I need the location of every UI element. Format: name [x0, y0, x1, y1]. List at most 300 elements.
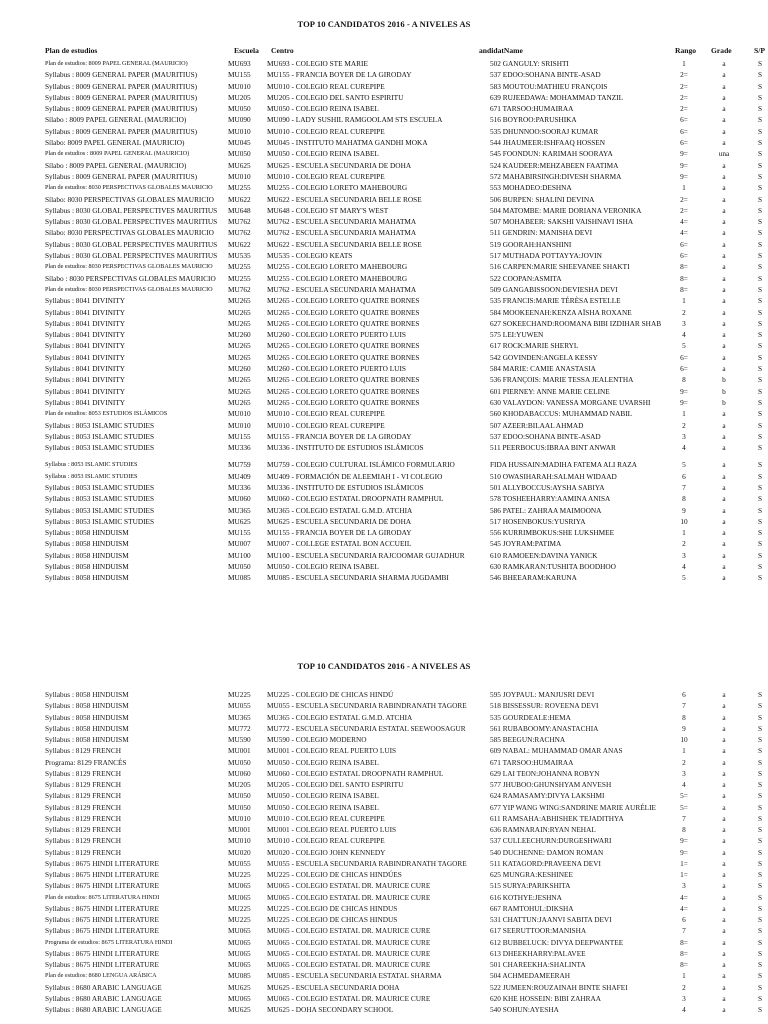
- cell-candidate: 578 TOSHEEHARRY:AAMINA ANISA: [490, 494, 611, 504]
- table-row: [0, 790, 768, 801]
- cell-plan: Syllabus : 8009 GENERAL PAPER (MAURITIUS): [45, 104, 198, 114]
- cell-candidate: 584 MOOKEENAH:KENZA AÏSHA ROXANE: [490, 307, 632, 317]
- header-plan: Plan de estudios: [45, 46, 98, 55]
- cell-sp: S: [758, 757, 763, 767]
- cell-sp: S: [758, 149, 763, 159]
- cell-grado: a: [722, 813, 726, 823]
- cell-grado: a: [722, 171, 726, 181]
- cell-sp: S: [758, 284, 763, 294]
- cell-rango: 2=: [680, 194, 688, 204]
- cell-rango: 8: [682, 825, 686, 834]
- cell-candidate: 671 TARSOO:HUMAIRAA: [490, 757, 574, 767]
- cell-escuela: MU260: [228, 364, 251, 374]
- table-row: [0, 126, 768, 137]
- results-table-1: [0, 58, 768, 584]
- cell-escuela: MU535: [228, 251, 251, 261]
- cell-grado: a: [722, 228, 726, 238]
- cell-centro: MU007 - COLLEGE ESTATAL BON ACCUEIL: [267, 539, 412, 549]
- cell-grado: a: [722, 160, 726, 170]
- cell-grado: a: [722, 825, 726, 834]
- cell-plan: Syllabus : 8053 ISLAMIC STUDIES: [45, 461, 138, 469]
- table-row: [0, 386, 768, 397]
- cell-plan: Syllabus : 8041 DIVINITY: [45, 352, 126, 362]
- cell-plan: Plan de estudios: 8030 PERSPECTIVAS GLOBALES MAURICIO: [45, 285, 213, 293]
- cell-rango: 1: [682, 183, 686, 193]
- table-row: [0, 538, 768, 549]
- cell-centro: MU050 - COLEGIO REINA ISABEL: [267, 562, 379, 572]
- table-row: [0, 81, 768, 92]
- cell-centro: MU260 - COLEGIO LORETO PUERTO LUIS: [267, 364, 406, 374]
- table-row: [0, 835, 768, 846]
- cell-candidate: 639 RUJEEDAWA: MOHAMMAD TANZIL: [490, 92, 624, 102]
- cell-grado: a: [722, 70, 726, 80]
- cell-candidate: 537 EDOO:SOHANA BINTE-ASAD: [490, 70, 601, 80]
- cell-sp: S: [758, 858, 763, 868]
- table-row: [0, 880, 768, 891]
- cell-centro: MU010 - COLEGIO REAL CUREPIPE: [267, 126, 385, 136]
- cell-centro: MU055 - ESCUELA SECUNDARIA RABINDRANATH TAGORE: [267, 701, 467, 711]
- table-row: [0, 216, 768, 227]
- cell-centro: MU065 - COLEGIO ESTATAL DR. MAURICE CURE: [267, 993, 431, 1003]
- cell-centro: MU759 - COLEGIO CULTURAL ISLÁMICO FORMULARIO: [267, 460, 455, 470]
- table-row: [0, 420, 768, 431]
- table-row: [0, 352, 768, 363]
- cell-rango: 5=: [680, 791, 688, 801]
- cell-plan: Syllabus : 8058 HINDUISM: [45, 562, 129, 572]
- cell-centro: MU090 - LADY SUSHIL RAMGOOLAM STS ESCUELA: [267, 115, 443, 125]
- cell-centro: MU265 - COLEGIO LORETO QUATRE BORNES: [267, 307, 420, 317]
- cell-escuela: MU010: [228, 409, 251, 419]
- cell-rango: 1: [682, 409, 686, 419]
- cell-centro: MU625 - ESCUELA SECUNDARIA DOHA: [267, 982, 400, 992]
- cell-candidate: 629 LAI TEON:JOHANNA ROBYN: [490, 768, 600, 778]
- table-row: [0, 937, 768, 948]
- cell-plan: Sílabo: 8009 PAPEL GENERAL (MAURICIO): [45, 138, 185, 148]
- cell-grado: a: [722, 1005, 726, 1014]
- cell-sp: S: [758, 205, 763, 215]
- cell-escuela: MU762: [228, 217, 251, 227]
- cell-rango: 6=: [680, 364, 688, 374]
- cell-rango: 8: [682, 494, 686, 504]
- cell-plan: Sílabo: 8030 PERSPECTIVAS GLOBALES MAURICIO: [45, 194, 214, 204]
- cell-rango: 9: [682, 505, 686, 515]
- cell-centro: MU336 - INSTITUTO DE ESTUDIOS ISLÁMICOS: [267, 482, 424, 492]
- cell-grado: a: [722, 341, 726, 351]
- cell-escuela: MU100: [228, 550, 251, 560]
- cell-centro: MU625 - ESCUELA SECUNDARIA DE DOHA: [267, 516, 412, 526]
- cell-rango: 7: [682, 813, 686, 823]
- cell-plan: Syllabus : 8041 DIVINITY: [45, 364, 126, 374]
- cell-candidate: 586 PATEL: ZAHRAA MAIMOONA: [490, 505, 602, 515]
- cell-plan: Syllabus : 8053 ISLAMIC STUDIES: [45, 443, 155, 453]
- cell-plan: Syllabus : 8129 FRENCH: [45, 836, 122, 846]
- cell-sp: S: [758, 115, 763, 125]
- cell-escuela: MU065: [228, 993, 251, 1003]
- table-row: [0, 471, 768, 482]
- cell-plan: Syllabus : 8129 FRENCH: [45, 847, 122, 857]
- header-grado: Grade: [711, 46, 732, 55]
- cell-candidate: 624 RAMASAMY:DIVYA LAKSHMI: [490, 791, 605, 801]
- cell-centro: MU050 - COLEGIO REINA ISABEL: [267, 149, 379, 159]
- cell-grado: a: [722, 948, 726, 958]
- table-row: [0, 205, 768, 216]
- cell-escuela: MU060: [228, 494, 251, 504]
- cell-plan: Syllabus : 8009 GENERAL PAPER (MAURITIUS): [45, 81, 198, 91]
- cell-rango: 4: [682, 1005, 686, 1014]
- cell-escuela: MU055: [228, 858, 251, 868]
- cell-escuela: MU010: [228, 420, 251, 430]
- cell-candidate: 630 VALAYDON: VANESSA MORGANE UVARSHI: [490, 397, 651, 407]
- cell-candidate: 583 MOUTOU:MATHIEU FRANÇOIS: [490, 81, 608, 91]
- cell-plan: Syllabus : 8041 DIVINITY: [45, 330, 126, 340]
- cell-escuela: MU050: [228, 149, 251, 159]
- table-row: [0, 847, 768, 858]
- cell-rango: 8=: [680, 948, 688, 958]
- cell-centro: MU155 - FRANCIA BOYER DE LA GIRODAY: [267, 431, 412, 441]
- cell-plan: Syllabus : 8053 ISLAMIC STUDIES: [45, 482, 155, 492]
- cell-escuela: MU090: [228, 115, 251, 125]
- cell-escuela: MU007: [228, 539, 251, 549]
- cell-escuela: MU265: [228, 341, 251, 351]
- cell-centro: MU085 - ESCUELA SECUNDARIA ESTATAL SHARMA: [267, 971, 442, 981]
- cell-grado: a: [722, 757, 726, 767]
- cell-rango: 9=: [680, 397, 688, 407]
- cell-sp: S: [758, 443, 763, 453]
- cell-centro: MU265 - COLEGIO LORETO QUATRE BORNES: [267, 352, 420, 362]
- cell-centro: MU225 - COLEGIO DE CHICAS HINDUS: [267, 903, 398, 913]
- cell-rango: 6: [682, 915, 686, 924]
- page-title-2: TOP 10 CANDIDATOS 2016 - A NIVELES AS: [297, 661, 471, 671]
- cell-candidate: 610 RAMOEEN:DAVINA YANICK: [490, 550, 598, 560]
- table-row: [0, 171, 768, 182]
- cell-sp: S: [758, 723, 763, 733]
- cell-plan: Syllabus : 8675 HINDI LITERATURE: [45, 858, 159, 868]
- cell-plan: Syllabus : 8058 HINDUISM: [45, 712, 129, 722]
- cell-centro: MU010 - COLEGIO REAL CUREPIPE: [267, 171, 385, 181]
- cell-centro: MU622 - ESCUELA SECUNDARIA BELLE ROSE: [267, 239, 422, 249]
- table-row: [0, 307, 768, 318]
- cell-sp: S: [758, 460, 763, 470]
- cell-candidate: 630 RAMKARAN:TUSHITA BOODHOO: [490, 562, 616, 572]
- cell-rango: 10: [680, 735, 688, 744]
- cell-rango: 6=: [680, 239, 688, 249]
- cell-grado: a: [722, 746, 726, 756]
- cell-candidate: 677 YIP WANG WING:SANDRINE MARIE AURÉLIE: [490, 802, 656, 812]
- cell-escuela: MU255: [228, 183, 251, 193]
- cell-sp: S: [758, 791, 763, 801]
- cell-sp: S: [758, 307, 763, 317]
- cell-plan: Syllabus : 8009 GENERAL PAPER (MAURITIUS): [45, 126, 198, 136]
- table-row: [0, 869, 768, 880]
- cell-rango: 1: [682, 59, 686, 68]
- table-row: [0, 114, 768, 125]
- table-row: [0, 239, 768, 250]
- cell-centro: MU060 - COLEGIO ESTATAL DROOPNATH RAMPHUL: [267, 494, 444, 504]
- cell-grado: a: [722, 115, 726, 125]
- cell-grado: a: [722, 892, 726, 902]
- cell-rango: 2=: [680, 104, 688, 114]
- cell-grado: a: [722, 802, 726, 812]
- cell-candidate: 524 KAUDEER:MEHZABEEN FAATIMA: [490, 160, 619, 170]
- table-row: [0, 779, 768, 790]
- table-row: [0, 250, 768, 261]
- cell-rango: 2=: [680, 81, 688, 91]
- cell-escuela: MU010: [228, 171, 251, 181]
- cell-rango: 4=: [680, 903, 688, 913]
- cell-rango: 10: [680, 516, 688, 526]
- cell-grado: a: [722, 352, 726, 362]
- cell-sp: S: [758, 409, 763, 419]
- cell-rango: 8=: [680, 273, 688, 283]
- cell-candidate: 537 EDOO:SOHANA BINTE-ASAD: [490, 431, 601, 441]
- cell-rango: 2: [682, 539, 686, 549]
- cell-candidate: 537 CULLEECHURN:DURGESHWARI: [490, 836, 612, 846]
- cell-rango: 5: [682, 341, 686, 351]
- cell-sp: S: [758, 482, 763, 492]
- cell-sp: S: [758, 92, 763, 102]
- cell-escuela: MU155: [228, 70, 251, 80]
- cell-sp: S: [758, 160, 763, 170]
- cell-plan: Syllabus : 8053 ISLAMIC STUDIES: [45, 420, 155, 430]
- cell-candidate: 544 JHAUMEER:ISHFAAQ HOSSEN: [490, 138, 606, 148]
- cell-plan: Programa: 8129 FRANCÉS: [45, 757, 127, 767]
- cell-escuela: MU001: [228, 825, 251, 834]
- cell-escuela: MU065: [228, 881, 251, 891]
- cell-rango: 1=: [680, 858, 688, 868]
- cell-sp: S: [758, 397, 763, 407]
- cell-candidate: FIDA HUSSAIN:MADIHA FATEMA ALI RAZA: [490, 460, 638, 470]
- cell-plan: Syllabus : 8041 DIVINITY: [45, 397, 126, 407]
- cell-plan: Syllabus : 8675 HINDI LITERATURE: [45, 903, 159, 913]
- cell-centro: MU065 - COLEGIO ESTATAL DR. MAURICE CURE: [267, 937, 431, 947]
- cell-candidate: 501 ALLYBOCCUS:AYSHA SABIYA: [490, 482, 605, 492]
- cell-escuela: MU759: [228, 460, 251, 470]
- cell-plan: Syllabus : 8129 FRENCH: [45, 780, 122, 789]
- cell-sp: S: [758, 562, 763, 572]
- cell-grado: a: [722, 431, 726, 441]
- cell-candidate: 517 MUTHADA POTTAYYA:JOVIN: [490, 251, 602, 261]
- cell-escuela: MU265: [228, 375, 251, 385]
- cell-sp: S: [758, 573, 763, 583]
- cell-escuela: MU045: [228, 138, 251, 148]
- cell-centro: MU409 - FORMACIÓN DE ALEEMIAH I - VI COLEGIO: [267, 471, 443, 481]
- cell-grado: a: [722, 296, 726, 306]
- header-escuela: Escuela: [234, 46, 259, 55]
- cell-grado: a: [722, 409, 726, 419]
- cell-escuela: MU065: [228, 948, 251, 958]
- cell-sp: S: [758, 420, 763, 430]
- cell-sp: S: [758, 768, 763, 778]
- cell-candidate: 522 JUMEEN:ROUZAINAH BINTE SHAFEI: [490, 982, 628, 992]
- cell-rango: 8: [682, 712, 686, 722]
- cell-sp: S: [758, 171, 763, 181]
- cell-rango: 9=: [680, 847, 688, 857]
- table-row: [0, 103, 768, 114]
- cell-grado: una: [718, 149, 730, 159]
- cell-candidate: 518 BISSESSUR: ROVEENA DEVI: [490, 701, 599, 711]
- table-row: [0, 550, 768, 561]
- cell-grado: a: [722, 847, 726, 857]
- cell-rango: 9=: [680, 836, 688, 846]
- cell-sp: S: [758, 701, 763, 711]
- table-row: [0, 903, 768, 914]
- cell-plan: Syllabus : 8058 HINDUISM: [45, 735, 129, 744]
- cell-centro: MU020 - COLEGIO JOHN KENNEDY: [267, 847, 386, 857]
- cell-sp: S: [758, 735, 763, 744]
- cell-sp: S: [758, 847, 763, 857]
- table-row: [0, 431, 768, 442]
- cell-plan: Syllabus : 8680 ARABIC LANGUAGE: [45, 1005, 162, 1014]
- table-row: [0, 493, 768, 504]
- table-row: [0, 734, 768, 745]
- table-row: [0, 374, 768, 385]
- cell-grado: a: [722, 307, 726, 317]
- cell-grado: b: [722, 386, 726, 396]
- cell-sp: S: [758, 550, 763, 560]
- cell-rango: 6=: [680, 352, 688, 362]
- cell-plan: Syllabus : 8053 ISLAMIC STUDIES: [45, 516, 155, 526]
- cell-escuela: MU762: [228, 284, 251, 294]
- cell-plan: Syllabus : 8129 FRENCH: [45, 746, 122, 756]
- cell-candidate: 545 FOONDUN: KARIMAH SOORAYA: [490, 149, 613, 159]
- cell-plan: Syllabus : 8053 ISLAMIC STUDIES: [45, 472, 138, 480]
- cell-sp: S: [758, 937, 763, 947]
- cell-plan: Syllabus : 8053 ISLAMIC STUDIES: [45, 494, 155, 504]
- cell-sp: S: [758, 183, 763, 193]
- cell-rango: 8=: [680, 262, 688, 272]
- cell-candidate: 553 MOHADEO:DESHNA: [490, 183, 572, 193]
- cell-rango: 8=: [680, 937, 688, 947]
- cell-plan: Syllabus : 8675 HINDI LITERATURE: [45, 881, 159, 891]
- cell-escuela: MU055: [228, 701, 251, 711]
- cell-plan: Syllabus : 8053 ISLAMIC STUDIES: [45, 505, 155, 515]
- cell-sp: S: [758, 375, 763, 385]
- table-row: [0, 363, 768, 374]
- header-rango: Rango: [675, 46, 697, 55]
- cell-grado: a: [722, 903, 726, 913]
- cell-grado: a: [722, 104, 726, 114]
- cell-plan: Syllabus : 8129 FRENCH: [45, 825, 122, 834]
- cell-grado: b: [722, 397, 726, 407]
- cell-escuela: MU762: [228, 228, 251, 238]
- cell-centro: MU045 - INSTITUTO MAHATMA GANDHI MOKA: [267, 138, 428, 148]
- cell-sp: S: [758, 239, 763, 249]
- cell-centro: MU772 - ESCUELA SECUNDARIA ESTATAL SEEWOOSAGUR: [267, 723, 466, 733]
- cell-candidate: 535 GOURDEALE:HEMA: [490, 712, 571, 722]
- cell-candidate: 507 AZEER:BILAAL AHMAD: [490, 420, 584, 430]
- table-row: [0, 182, 768, 193]
- cell-escuela: MU365: [228, 505, 251, 515]
- cell-sp: S: [758, 386, 763, 396]
- cell-grado: a: [722, 915, 726, 924]
- cell-grado: a: [722, 482, 726, 492]
- cell-sp: S: [758, 330, 763, 340]
- cell-plan: Syllabus : 8030 GLOBAL PERSPECTIVES MAURITIUS: [45, 205, 218, 215]
- cell-sp: S: [758, 1005, 763, 1014]
- table-row: [0, 700, 768, 711]
- cell-plan: Syllabus : 8058 HINDUISM: [45, 539, 129, 549]
- cell-escuela: MU001: [228, 746, 251, 756]
- cell-plan: Sílabo : 8009 PAPEL GENERAL (MAURICIO): [45, 115, 187, 125]
- cell-rango: 3: [682, 550, 686, 560]
- cell-centro: MU155 - FRANCIA BOYER DE LA GIRODAY: [267, 528, 412, 538]
- cell-escuela: MU625: [228, 516, 251, 526]
- cell-candidate: 575 LEI:YUWEN: [490, 330, 544, 340]
- cell-candidate: 667 RAMTOHUL:DIKSHA: [490, 903, 574, 913]
- cell-candidate: 617 ROCK:MARIE SHERYL: [490, 341, 579, 351]
- cell-escuela: MU265: [228, 352, 251, 362]
- table-row: [0, 69, 768, 80]
- table-row: [0, 408, 768, 419]
- cell-plan: Syllabus : 8041 DIVINITY: [45, 386, 126, 396]
- cell-rango: 3: [682, 881, 686, 891]
- table-header: [0, 46, 768, 56]
- cell-centro: MU065 - COLEGIO ESTATAL DR. MAURICE CURE: [267, 926, 431, 936]
- cell-candidate: 601 PIERNEY: ANNE MARIE CELINE: [490, 386, 610, 396]
- cell-grado: a: [722, 539, 726, 549]
- cell-candidate: 531 CHATTUN:JAANVI SABITA DEVI: [490, 915, 612, 924]
- table-row: [0, 572, 768, 583]
- cell-rango: 9=: [680, 171, 688, 181]
- cell-sp: S: [758, 870, 763, 879]
- cell-escuela: MU065: [228, 926, 251, 936]
- cell-plan: Syllabus : 8041 DIVINITY: [45, 307, 126, 317]
- cell-escuela: MU225: [228, 870, 251, 879]
- cell-grado: a: [722, 138, 726, 148]
- cell-centro: MU625 - ESCUELA SECUNDARIA DE DOHA: [267, 160, 412, 170]
- cell-escuela: MU010: [228, 81, 251, 91]
- cell-escuela: MU260: [228, 330, 251, 340]
- cell-escuela: MU060: [228, 768, 251, 778]
- cell-sp: S: [758, 892, 763, 902]
- table-row: [0, 745, 768, 756]
- cell-sp: S: [758, 273, 763, 283]
- cell-escuela: MU625: [228, 1005, 251, 1014]
- table-row: [0, 802, 768, 813]
- results-table-2: [0, 689, 768, 1015]
- cell-centro: MU010 - COLEGIO REAL CUREPIPE: [267, 420, 385, 430]
- table-row: [0, 993, 768, 1004]
- table-row: [0, 442, 768, 453]
- cell-sp: S: [758, 217, 763, 227]
- cell-centro: MU762 - ESCUELA SECUNDARIA MAHATMA: [267, 228, 417, 238]
- cell-centro: MU622 - ESCUELA SECUNDARIA BELLE ROSE: [267, 194, 422, 204]
- cell-grado: a: [722, 881, 726, 891]
- cell-sp: S: [758, 746, 763, 756]
- cell-plan: Syllabus : 8041 DIVINITY: [45, 296, 126, 306]
- cell-grado: a: [722, 870, 726, 879]
- cell-escuela: MU255: [228, 262, 251, 272]
- cell-centro: MU155 - FRANCIA BOYER DE LA GIRODAY: [267, 70, 412, 80]
- cell-centro: MU065 - COLEGIO ESTATAL DR. MAURICE CURE: [267, 892, 431, 902]
- table-row: [0, 723, 768, 734]
- table-row: [0, 148, 768, 159]
- table-row: [0, 959, 768, 970]
- cell-centro: MU001 - COLEGIO REAL PUERTO LUIS: [267, 825, 397, 834]
- cell-plan: Plan de estudios: 8030 PERSPECTIVAS GLOBALES MAURICIO: [45, 184, 213, 192]
- cell-rango: 6: [682, 471, 686, 481]
- cell-plan: Sílabo: 8030 PERSPECTIVAS GLOBALES MAURICIO: [45, 228, 214, 238]
- cell-rango: 3: [682, 768, 686, 778]
- cell-grado: a: [722, 126, 726, 136]
- cell-escuela: MU010: [228, 813, 251, 823]
- cell-centro: MU225 - COLEGIO DE CHICAS HINDÚ: [267, 690, 394, 699]
- cell-plan: Syllabus : 8041 DIVINITY: [45, 375, 126, 385]
- table-row: [0, 925, 768, 936]
- cell-candidate: 556 KURRIMBOKUS:SHE LUKSHMEE: [490, 528, 615, 538]
- cell-candidate: 516 BOYROO:PARUSHIKA: [490, 115, 577, 125]
- cell-rango: 4=: [680, 217, 688, 227]
